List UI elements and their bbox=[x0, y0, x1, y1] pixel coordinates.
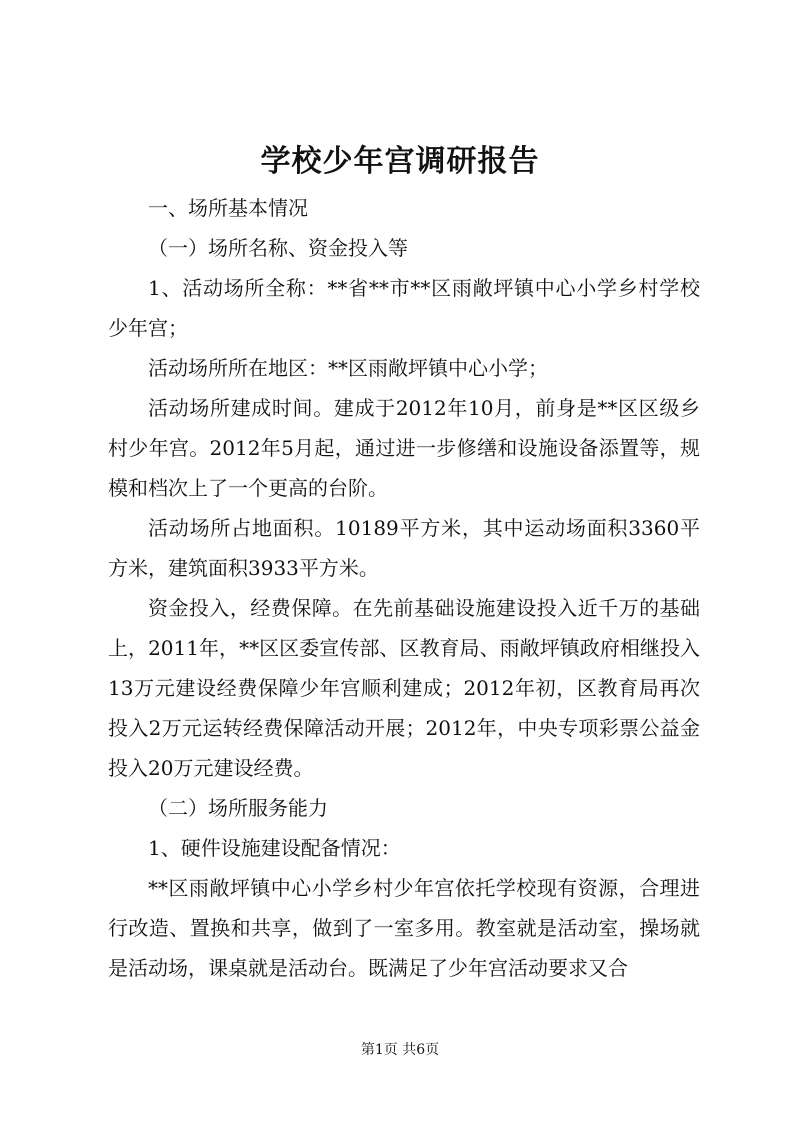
subsection-heading: （二）场所服务能力 bbox=[148, 796, 328, 820]
subsection-heading: （一）场所名称、资金投入等 bbox=[148, 236, 408, 260]
section-heading: 一、场所基本情况 bbox=[148, 196, 308, 220]
paragraph: **区雨敞坪镇中心小学乡村少年宫依托学校现有资源，合理进行改造、置换和共享，做到了一室多用。教室就是活动室，操场就是活动场，课桌就是活动台。既满足了少年宫活动要求又合 bbox=[108, 876, 700, 980]
page-footer: 第1页 共6页 bbox=[360, 1042, 440, 1058]
document-body bbox=[108, 188, 700, 988]
paragraph: 1、活动场所全称：**省**市**区雨敞坪镇中心小学乡村学校少年宫； bbox=[108, 276, 700, 340]
paragraph: 活动场所占地面积。10189平方米，其中运动场面积3360平方米，建筑面积3933平方米。 bbox=[108, 516, 700, 580]
document-title: 学校少年宫调研报告 bbox=[260, 144, 540, 179]
paragraph: 活动场所建成时间。建成于2012年10月，前身是**区区级乡村少年宫。2012年5月起，通过进一步修缮和设施设备添置等，规模和档次上了一个更高的台阶。 bbox=[108, 396, 700, 500]
paragraph: 1、硬件设施建设配备情况： bbox=[148, 836, 401, 860]
paragraph: 资金投入，经费保障。在先前基础设施建设投入近千万的基础上，2011年，**区区委宣传部、区教育局、雨敞坪镇政府相继投入13万元建设经费保障少年宫顺利建成；2012年初，区教育局再次投入2万元运转经费保障活动开展；2012年，中央专项彩票公益金投入20万元建设经费。 bbox=[108, 596, 700, 780]
paragraph: 活动场所所在地区：**区雨敞坪镇中心小学； bbox=[148, 356, 548, 380]
